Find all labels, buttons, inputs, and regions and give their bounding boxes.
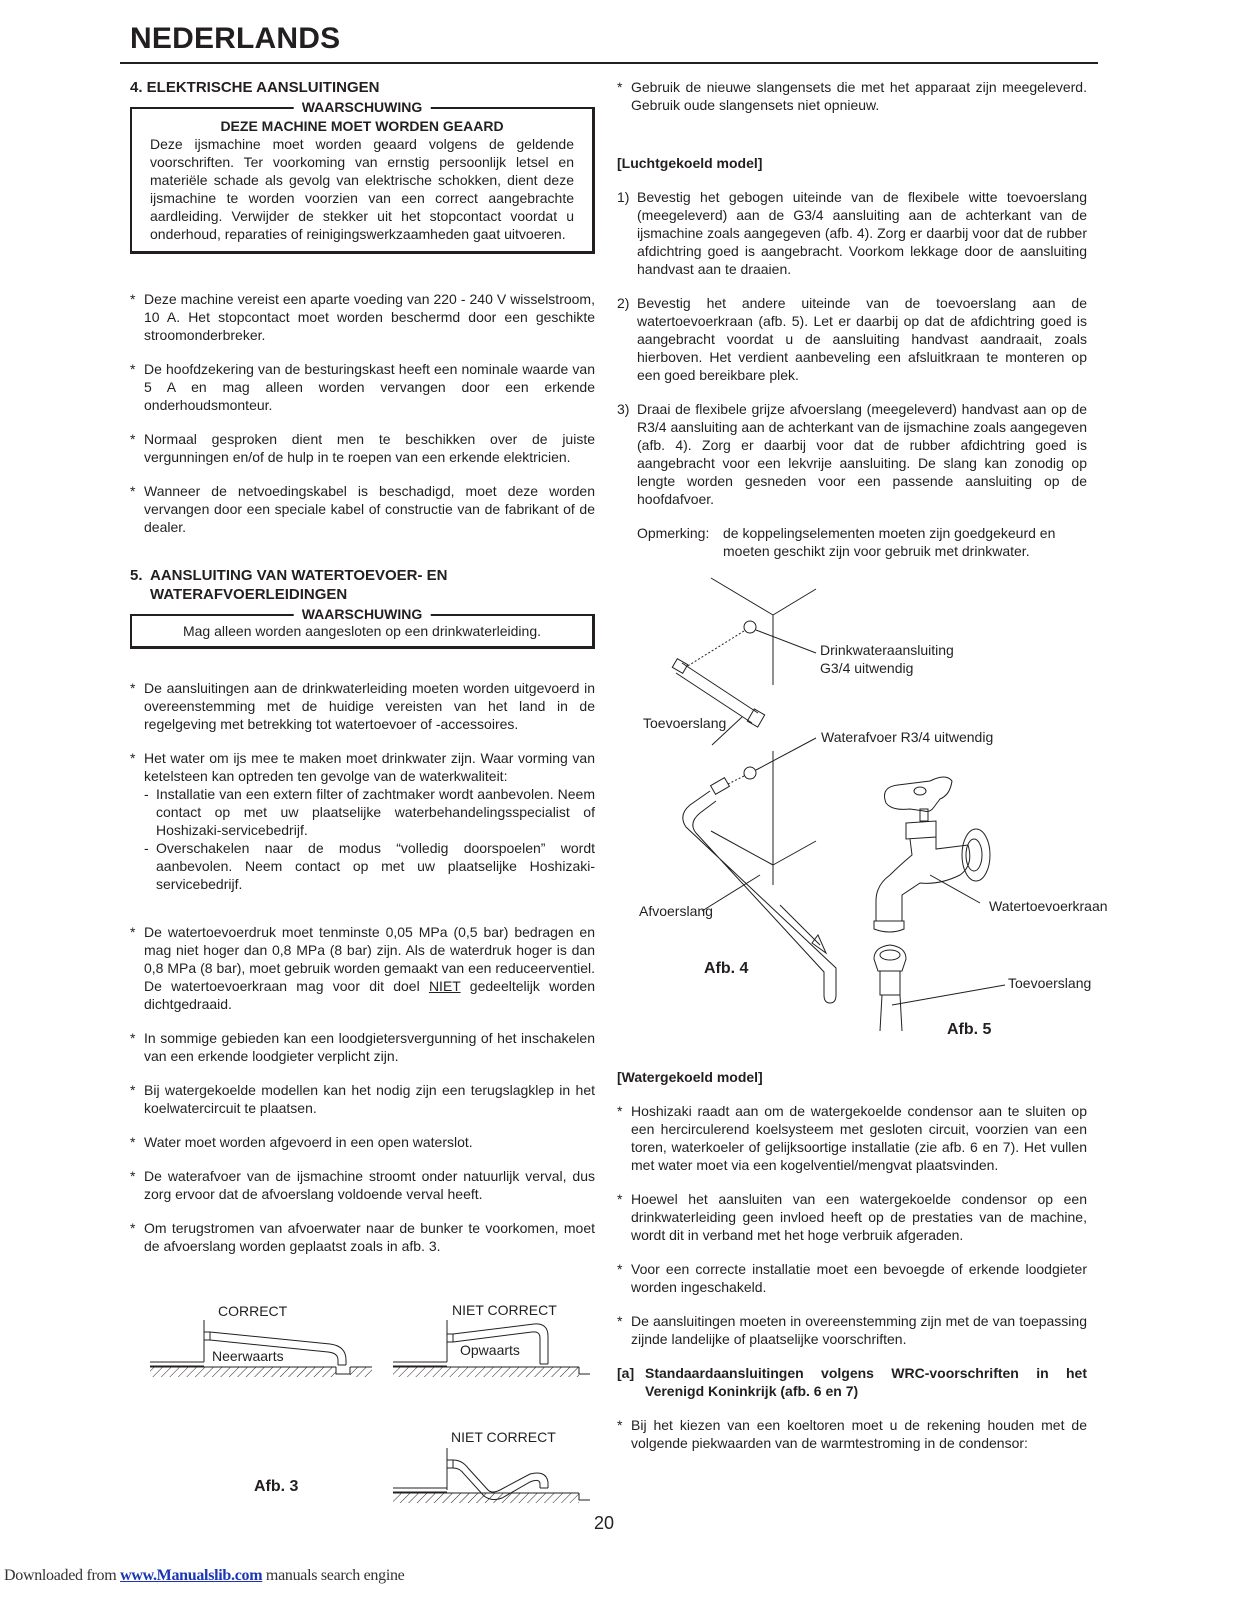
sub-list-item: - Overschakelen naar de modus “volledig doorspoelen” wordt aanbevolen. Neem contact op met uw plaatselijke Hoshizaki-servicebedrijf.	[144, 840, 595, 892]
asterisk-bullet: *	[617, 1191, 623, 1207]
list-item: * Bij het kiezen van een koeltoren moet u de rekening houden met de volgende piekwaarden van de warmtestroming in de condensor:	[617, 1417, 1087, 1451]
list-item: * Hoshizaki raadt aan om de watergekoelde condensor aan te sluiten op een hercirculerend koelsysteem met gesloten circuit, voorzien van een toren, waterkoeler of gelijksoortige installatie (zie afb. 6 en 7). Het vullen met water moet via een kogelventiel/mengvat plaatsvinden.	[617, 1103, 1087, 1173]
numbered-step: 3) Draai de flexibele grijze afvoerslang (meegeleverd) handvast aan op de R3/4 aansluiting aan de achterkant van de ijsmachine zoals aangegeven (afb. 4). Zorg er daarbij voor dat de rubber afdichtring goed is aangebracht voor een lekvrije aansluiting. De slang kan zonodig op lengte worden gesneden voor een passende aansluiting op de hoofdafvoer.	[617, 401, 1087, 507]
manualslib-link[interactable]: www.Manualslib.com	[120, 1567, 263, 1584]
right-column	[617, 78, 1087, 560]
asterisk-bullet: *	[130, 1082, 136, 1098]
asterisk-bullet: *	[617, 1103, 623, 1119]
asterisk-bullet: *	[130, 750, 136, 766]
warning-legend: WAARSCHUWING	[294, 99, 431, 115]
title-divider	[120, 62, 1098, 64]
asterisk-bullet: *	[617, 1313, 623, 1329]
air-cooled-heading: [Luchtgekoeld model]	[617, 155, 763, 171]
figure-5-label-hose: Toevoerslang	[1008, 975, 1092, 991]
list-item: * Om terugstromen van afvoerwater naar de bunker te voorkomen, moet de afvoerslang worden geplaatst zoals in afb. 3.	[130, 1220, 595, 1254]
figure-3-caption: Afb. 3	[254, 1478, 299, 1495]
list-item: * Wanneer de netvoedingskabel is beschadigd, moet deze worden vervangen door een speciale kabel of constructie van de fabrikant of de dealer.	[130, 483, 595, 535]
asterisk-bullet: *	[130, 1220, 136, 1236]
list-item: * Water moet worden afgevoerd in een open waterslot.	[130, 1134, 473, 1150]
list-item: * Normaal gesproken dient men te beschikken over de juiste vergunningen en/of de hulp in te roepen van een erkende elektricien.	[130, 431, 595, 465]
water-cooled-heading: [Watergekoeld model]	[617, 1069, 763, 1085]
section-4-heading: 4. ELEKTRISCHE AANSLUITINGEN	[130, 79, 380, 96]
list-item: * In sommige gebieden kan een loodgietersvergunning of het inschakelen van een erkende loodgieter verplicht zijn.	[130, 1030, 595, 1064]
figure-3-label-upward: Opwaarts	[460, 1342, 520, 1358]
figure-4-label-drain-hose: Afvoerslang	[639, 903, 713, 919]
figure-3-label-incorrect-1: NIET CORRECT	[452, 1302, 557, 1318]
list-item: * De aansluitingen moeten in overeenstemming zijn met de van toepassing zijnde landelijke of plaatselijke voorschriften.	[617, 1313, 1087, 1347]
numbered-step: 2) Bevestig het andere uiteinde van de toevoerslang aan de watertoevoerkraan (afb. 5). Let er daarbij op dat de afdichtring goed is aangebracht voordat u de aansluiting handvast aandraait, zoals hierboven. Het verdient aanbeveling een afsluitkraan te monteren op een goed bereikbare plek.	[617, 295, 1087, 383]
figure-5-label-tap: Watertoevoerkraan	[989, 898, 1108, 914]
drinking-water-warning-box	[130, 606, 595, 649]
figure-3-label-correct: CORRECT	[218, 1303, 288, 1319]
figure-3-label-incorrect-2: NIET CORRECT	[451, 1429, 556, 1445]
figure-5-caption: Afb. 5	[947, 1021, 992, 1038]
asterisk-bullet: *	[130, 291, 136, 307]
warning-legend: WAARSCHUWING	[294, 606, 431, 622]
list-item: * De waterafvoer van de ijsmachine stroomt onder natuurlijk verval, dus zorg ervoor dat de afvoerslang voldoende verval heeft.	[130, 1168, 595, 1202]
list-item: * Voor een correcte installatie moet een bevoegde of erkende loodgieter worden ingeschakeld.	[617, 1261, 1087, 1295]
list-item: * De hoofdzekering van de besturingskast heeft een nominale waarde van 5 A en mag alleen worden vervangen door een erkende onderhoudsmonteur.	[130, 361, 595, 413]
list-item: * De watertoevoerdruk moet tenminste 0,05 MPa (0,5 bar) bedragen en mag niet hoger dan 0,8 MPa (8 bar) zijn. Als de waterdruk hoger is dan 0,8 MPa (8 bar), moet gebruik worden gemaakt van een reduceerventiel. De watertoevoerkraan mag voor dit doel NIET gedeeltelijk worden dichtgedraaid.	[130, 924, 595, 1012]
grounding-warning-box	[130, 99, 595, 254]
figure-4-label-drain: Waterafvoer R3/4 uitwendig	[821, 729, 994, 745]
asterisk-bullet: *	[617, 1417, 623, 1433]
right-column-lower	[617, 1068, 1087, 1452]
section-5-heading: 5. AANSLUITING VAN WATERTOEVOER- EN WATERAFVOERLEIDINGEN	[130, 567, 448, 603]
list-item: * Deze machine vereist een aparte voeding van 220 - 240 V wisselstroom, 10 A. Het stopcontact moet worden beschermd door een geschikte stroomonderbreker.	[130, 291, 595, 343]
figure-4-label-inlet: Drinkwateraansluiting	[820, 642, 954, 658]
warning-text: Deze ijsmachine moet worden geaard volgens de geldende voorschriften. Ter voorkoming van ernstig persoonlijk letsel en materiële schade als gevolg van elektrische schokken, dient deze ijsmachine te worden voorzien van een correct aangebrachte aardleiding. Verwijder de stekker uit het stopcontact voordat u onderhoud, reparaties of reinigingswerkzaamheden gaat uitvoeren.	[150, 136, 574, 242]
asterisk-bullet: *	[130, 361, 136, 377]
page-title: NEDERLANDS	[130, 22, 341, 55]
figure-3-label-downward: Neerwaarts	[212, 1348, 284, 1364]
list-item: * Bij watergekoelde modellen kan het nodig zijn een terugslagklep in het koelwatercircuit te plaatsen.	[130, 1082, 595, 1116]
note: Opmerking: de koppelingselementen moeten zijn goedgekeurd en moeten geschikt zijn voor gebruik met drinkwater.	[637, 525, 1056, 559]
page-number: 20	[594, 1513, 615, 1533]
figure-4-caption: Afb. 4	[704, 960, 749, 977]
sub-list-item: - Installatie van een extern filter of zachtmaker wordt aanbevolen. Neem contact op met uw plaatselijke waterbehandelingsspecialist of Hoshizaki-servicebedrijf.	[144, 786, 595, 838]
warning-subtitle: DEZE MACHINE MOET WORDEN GEAARD	[220, 118, 504, 134]
asterisk-bullet: *	[130, 1030, 136, 1046]
asterisk-bullet: *	[617, 1261, 623, 1277]
list-item: * Hoewel het aansluiten van een watergekoelde condensor op een drinkwaterleiding geen invloed heeft op de prestaties van de machine, wordt dit in verband met het hoge verbruik afgeraden.	[617, 1191, 1087, 1243]
asterisk-bullet: *	[130, 1168, 136, 1184]
download-footer: Downloaded from www.Manualslib.com manuals search engine	[4, 1567, 405, 1584]
figure-4-label-supply-hose: Toevoerslang	[643, 715, 727, 731]
asterisk-bullet: *	[130, 431, 136, 447]
list-item: * Het water om ijs mee te maken moet drinkwater zijn. Waar vorming van ketelsteen kan optreden ten gevolge van de waterkwaliteit: - Installatie van een extern filter of zachtmaker wordt aanbevolen. Neem contact op met uw plaatselijke waterbehandelingsspecialist of Hoshizaki-servicebedrijf. - Overschakelen naar de modus “volledig doorspoelen” wordt aanbevolen. Neem contact op met uw plaatselijke Hoshizaki-servicebedrijf.	[130, 750, 595, 892]
asterisk-bullet: *	[130, 924, 136, 940]
list-item: * Gebruik de nieuwe slangensets die met het apparaat zijn meegeleverd. Gebruik oude slangensets niet opnieuw.	[617, 79, 1087, 113]
left-column	[130, 78, 595, 1255]
numbered-step: 1) Bevestig het gebogen uiteinde van de flexibele witte toevoerslang (meegeleverd) aan de G3/4 aansluiting aan de achterkant van de ijsmachine zoals aangegeven (afb. 4). Zorg er daarbij voor dat de rubber afdichtring goed is aangebracht. Voorkom lekkage door de aansluiting handvast aan te draaien.	[617, 189, 1087, 277]
list-item: * De aansluitingen aan de drinkwaterleiding moeten worden uitgevoerd in overeenstemming met de huidige vereisten van het land in de regelgeving met betrekking tot watertoevoer of -accessoires.	[130, 680, 595, 732]
asterisk-bullet: *	[617, 79, 623, 95]
asterisk-bullet: *	[130, 483, 136, 499]
warning-text: Mag alleen worden aangesloten op een drinkwaterleiding.	[182, 623, 542, 639]
wrc-heading: [a] Standaardaansluitingen volgens WRC-voorschriften in het Verenigd Koninkrijk (afb. 6 en 7)	[617, 1365, 1087, 1399]
asterisk-bullet: *	[130, 680, 136, 696]
asterisk-bullet: *	[130, 1134, 136, 1150]
figure-4-label-inlet-spec: G3/4 uitwendig	[820, 660, 914, 676]
